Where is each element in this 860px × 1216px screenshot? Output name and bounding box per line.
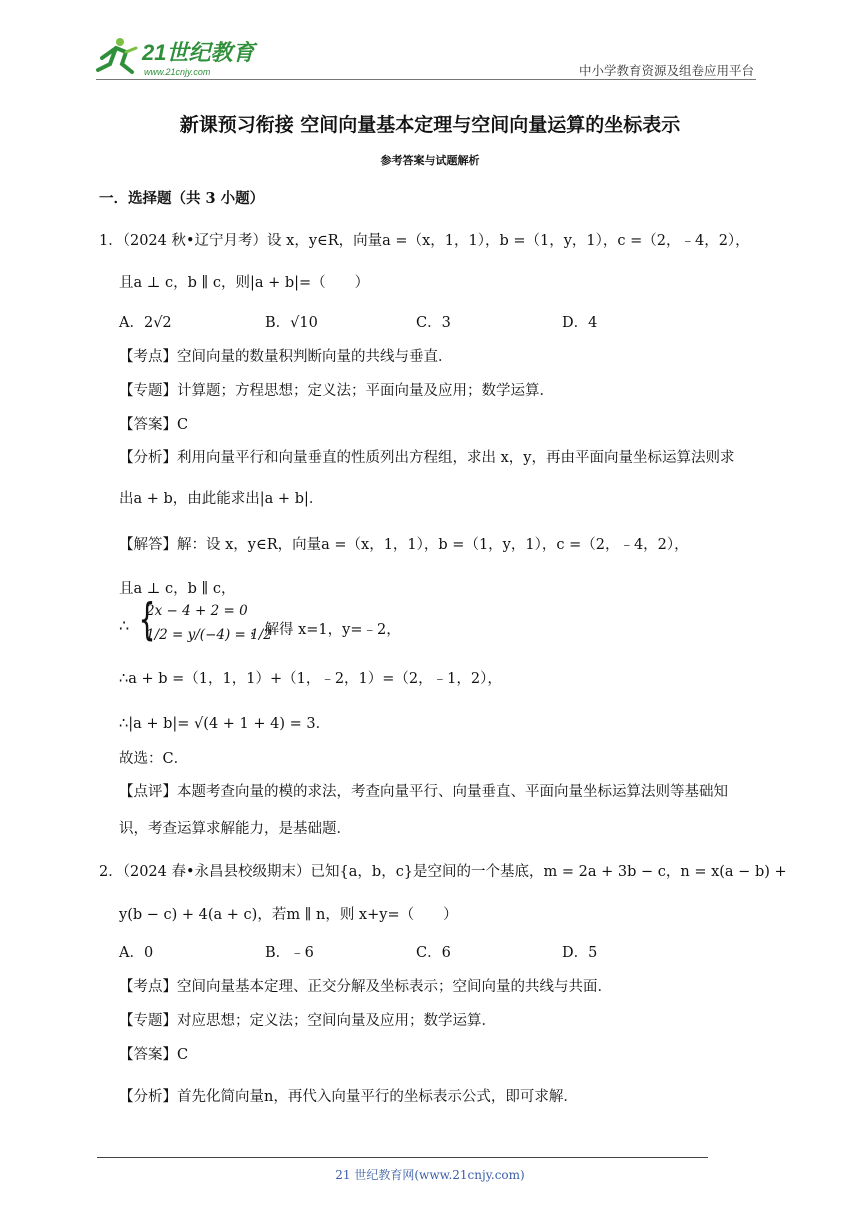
logo-text: 21世纪教育 xyxy=(142,40,255,65)
site-logo xyxy=(92,34,262,80)
runner-icon xyxy=(98,38,136,72)
q2-zhuanti: 【专题】对应思想；定义法；空间向量及应用；数学运算． xyxy=(119,1013,496,1029)
q1-review-line2: 识，考查运算求解能力，是基础题． xyxy=(119,821,351,837)
q2-stem-line2: y(b − c) + 4(a + c)，若m ∥ n，则 x+y=（ ） xyxy=(119,907,458,923)
q1-review-line1: 【点评】本题考查向量的模的求法，考查向量平行、向量垂直、平面向量坐标运算法则等基础知 xyxy=(119,784,728,800)
q2-answer: 【答案】C xyxy=(119,1047,189,1063)
platform-name: 中小学教育资源及组卷应用平台 xyxy=(578,63,754,78)
system-result: ，解得 x=1，y=﹣2， xyxy=(250,622,401,638)
q1-answer: 【答案】C xyxy=(119,417,189,433)
header-divider xyxy=(96,79,756,80)
footer-divider xyxy=(97,1157,708,1158)
q1-kaodian: 【考点】空间向量的数量积判断向量的共线与垂直． xyxy=(119,349,453,365)
q2-option-d: D．5 xyxy=(562,945,598,961)
q1-option-d: D．4 xyxy=(562,315,598,331)
q1-analysis-line2: 出a + b，由此能求出|a + b|． xyxy=(119,491,324,507)
q2-stem-line1: 2．（2024 春•永昌县校级期末）已知{a，b，c}是空间的一个基底，m = 2a + 3b − c，n = x(a − b) + xyxy=(99,864,787,880)
system-equation-2: 1/2 = y/(−4) = 1/2 xyxy=(146,627,272,643)
q1-solution-line3: ∴a + b =（1，1，1）+（1，﹣2，1）=（2，﹣1，2）， xyxy=(119,671,502,687)
q1-option-b: B．√10 xyxy=(265,315,318,331)
q2-option-c: C．6 xyxy=(416,945,451,961)
q1-option-c: C．3 xyxy=(416,315,451,331)
q1-solution-line4: ∴|a + b|= √(4 + 1 + 4) = 3． xyxy=(119,716,331,732)
q2-analysis: 【分析】首先化简向量n，再代入向量平行的坐标表示公式，即可求解． xyxy=(119,1089,578,1105)
q2-kaodian: 【考点】空间向量基本定理、正交分解及坐标表示；空间向量的共线与共面． xyxy=(119,979,612,995)
q1-stem-line2: 且a ⊥ c，b ∥ c，则|a + b|=（ ） xyxy=(119,275,370,291)
q1-choice: 故选：C． xyxy=(119,751,189,767)
system-brace: { xyxy=(138,594,156,645)
therefore-symbol: ∴ xyxy=(119,616,130,635)
q2-option-a: A．0 xyxy=(119,945,154,961)
q1-analysis-line1: 【分析】利用向量平行和向量垂直的性质列出方程组，求出 x，y，再由平面向量坐标运算法则求 xyxy=(119,450,735,466)
q1-stem-line1: 1．（2024 秋•辽宁月考）设 x，y∈R，向量a =（x，1，1），b =（1，y，1），c =（2，﹣4，2）， xyxy=(99,233,750,249)
q1-solution-line1: 【解答】解：设 x，y∈R，向量a =（x，1，1），b =（1，y，1），c =（2，﹣4，2）， xyxy=(119,537,689,553)
footer-link[interactable]: 21 世纪教育网(www.21cnjy.com) xyxy=(335,1168,525,1182)
system-equation-1: 2x − 4 + 2 = 0 xyxy=(146,603,248,619)
logo-url: www.21cnjy.com xyxy=(144,67,211,77)
q1-zhuanti: 【专题】计算题；方程思想；定义法；平面向量及应用；数学运算． xyxy=(119,383,554,399)
q2-option-b: B．﹣6 xyxy=(265,945,314,961)
page-subtitle: 参考答案与试题解析 xyxy=(380,154,480,167)
q1-option-a: A．2√2 xyxy=(119,315,172,331)
section-heading: 一．选择题（共 3 小题） xyxy=(99,190,265,207)
page-title: 新课预习衔接 空间向量基本定理与空间向量运算的坐标表示 xyxy=(179,114,681,136)
q1-solution-line2: 且a ⊥ c，b ∥ c， xyxy=(119,581,236,597)
